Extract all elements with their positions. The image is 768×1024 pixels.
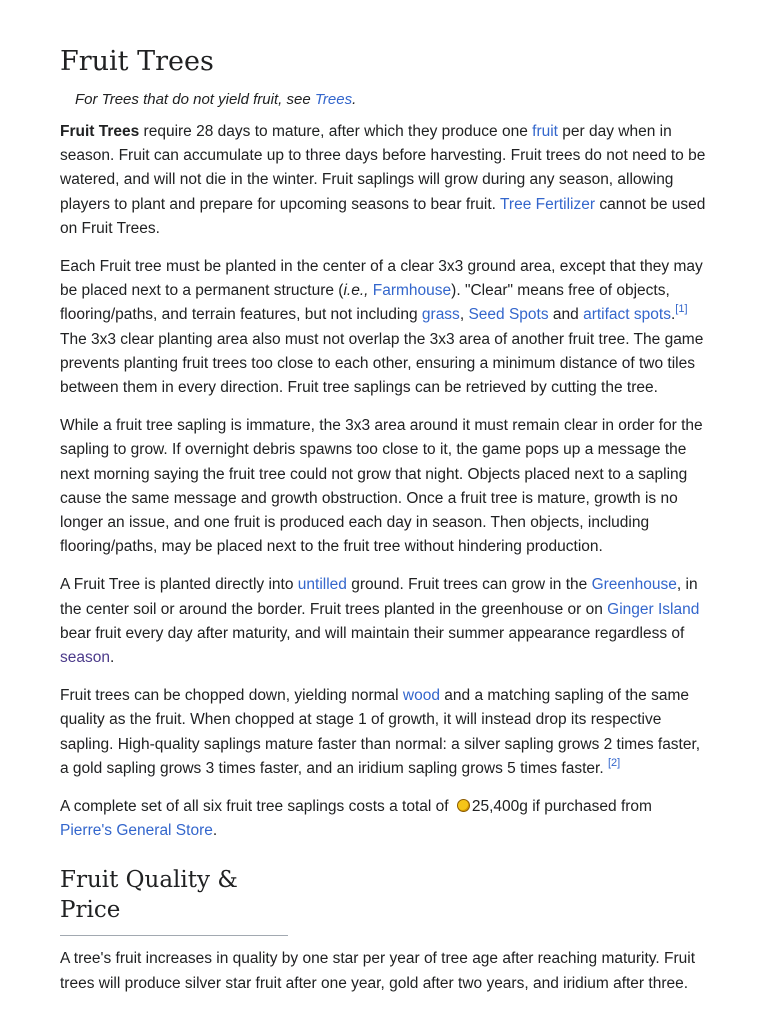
paragraph-text: , in the center soil or around the border. Fruit trees planted in the greenhouse or on xyxy=(60,576,698,618)
pierres-general-store-link[interactable]: Pierre's General Store xyxy=(60,822,213,840)
hatnote-text: For Trees that do not yield fruit, see xyxy=(75,91,315,108)
reference-2-link[interactable]: [2] xyxy=(607,756,621,769)
hatnote-suffix: . xyxy=(352,91,357,108)
paragraph-text: and xyxy=(548,306,584,324)
ie-italic: i.e., xyxy=(343,282,369,300)
paragraph-chopping xyxy=(60,684,708,781)
artifact-spots-link[interactable]: artifact spots xyxy=(583,306,671,324)
paragraph-text: Fruit trees can be chopped down, yielding normal xyxy=(60,687,403,705)
paragraph-quality: A tree's fruit increases in quality by one star per year of tree age after reaching maturity. Fruit trees will produce silver star fruit after one year, gold after two years, and iridium after three. xyxy=(60,950,696,992)
greenhouse-link[interactable]: Greenhouse xyxy=(591,576,677,594)
paragraph-text: The 3x3 clear planting area also must not overlap the 3x3 area of another fruit tree. The game prevents planting fruit trees too close to each other, ensuring a minimum distance of two tiles between them in every direction. Fruit tree saplings can be retrieved by cutting the tree. xyxy=(60,330,704,397)
section-heading-fruit-quality: Fruit Quality & Price xyxy=(60,865,288,936)
tree-fertilizer-link[interactable]: Tree Fertilizer xyxy=(500,195,596,213)
paragraph-text: if purchased from xyxy=(527,798,652,816)
paragraph-text: require 28 days to mature, after which they produce one xyxy=(139,123,533,140)
paragraph-text: Each Fruit tree must be planted in the center of a clear 3x3 ground area, except that they may be placed next to a permanent structure ( xyxy=(60,258,703,300)
fruit-trees-bold: Fruit Trees xyxy=(60,123,140,140)
paragraph-text: . xyxy=(109,649,115,667)
page-title: Fruit Trees xyxy=(60,46,214,77)
paragraph-text: bear fruit every day after maturity, and will maintain their summer appearance regardless of xyxy=(60,624,685,642)
paragraph-text: ). "Clear" means free of objects, flooring/paths, and terrain features, but not including xyxy=(60,282,670,324)
season-link[interactable]: season xyxy=(60,649,110,667)
reference-1-link[interactable]: [1] xyxy=(675,303,688,316)
seed-spots-link[interactable]: Seed Spots xyxy=(468,306,549,324)
trees-link[interactable]: Trees xyxy=(314,91,353,108)
paragraph-text: ground. Fruit trees can grow in the xyxy=(346,576,592,594)
paragraph-intro xyxy=(60,120,708,241)
grass-link[interactable]: grass xyxy=(421,306,460,324)
paragraph-text: cannot be used on Fruit Trees. xyxy=(60,195,706,237)
paragraph-planting xyxy=(60,255,708,400)
hatnote xyxy=(75,90,708,110)
paragraph-sapling: While a fruit tree sapling is immature, the 3x3 area around it must remain clear in order for the sapling to grow. If overnight debris spawns too close to it, the game pops up a message the next morning saying the fruit tree could not grow that night. Objects placed next to a sapling cause the same message and growth obstruction. Once a fruit tree is mature, growth is no longer an issue, and one fruit is produced each day in season. Then objects, including flooring/paths, may be placed next to the fruit tree without hindering production. xyxy=(60,417,703,556)
paragraph-greenhouse xyxy=(60,573,708,670)
paragraph-text: . xyxy=(670,306,676,324)
wood-link[interactable]: wood xyxy=(402,687,440,705)
fruit-link[interactable]: fruit xyxy=(532,123,558,140)
paragraph-text: per day when in season. Fruit can accumulate up to three days before harvesting. Fruit trees do not need to be watered, and will not die in the winter. Fruit saplings will grow during any season, allowing players to plant and prepare for upcoming seasons to bear fruit. xyxy=(60,123,706,213)
article-content xyxy=(60,0,708,996)
farmhouse-link[interactable]: Farmhouse xyxy=(372,282,452,300)
paragraph-cost xyxy=(60,795,708,843)
paragraph-text: A complete set of all six fruit tree saplings costs a total of xyxy=(60,798,453,816)
paragraph-text: . xyxy=(212,822,218,840)
untilled-link[interactable]: untilled xyxy=(297,576,347,594)
paragraph-text: A Fruit Tree is planted directly into xyxy=(60,576,298,594)
gold-coin-icon xyxy=(457,799,470,812)
price-value: 25,400g xyxy=(471,798,528,816)
paragraph-text: and a matching sapling of the same quality as the fruit. When chopped at stage 1 of growth, it will instead drop its respective sapling. High-quality saplings mature faster than normal: a silver sapling grows 2 times faster, a gold sapling grows 3 times faster, and an iridium sapling grows 5 times faster. xyxy=(60,687,701,777)
ginger-island-link[interactable]: Ginger Island xyxy=(607,600,700,618)
paragraph-text: , xyxy=(459,306,469,324)
